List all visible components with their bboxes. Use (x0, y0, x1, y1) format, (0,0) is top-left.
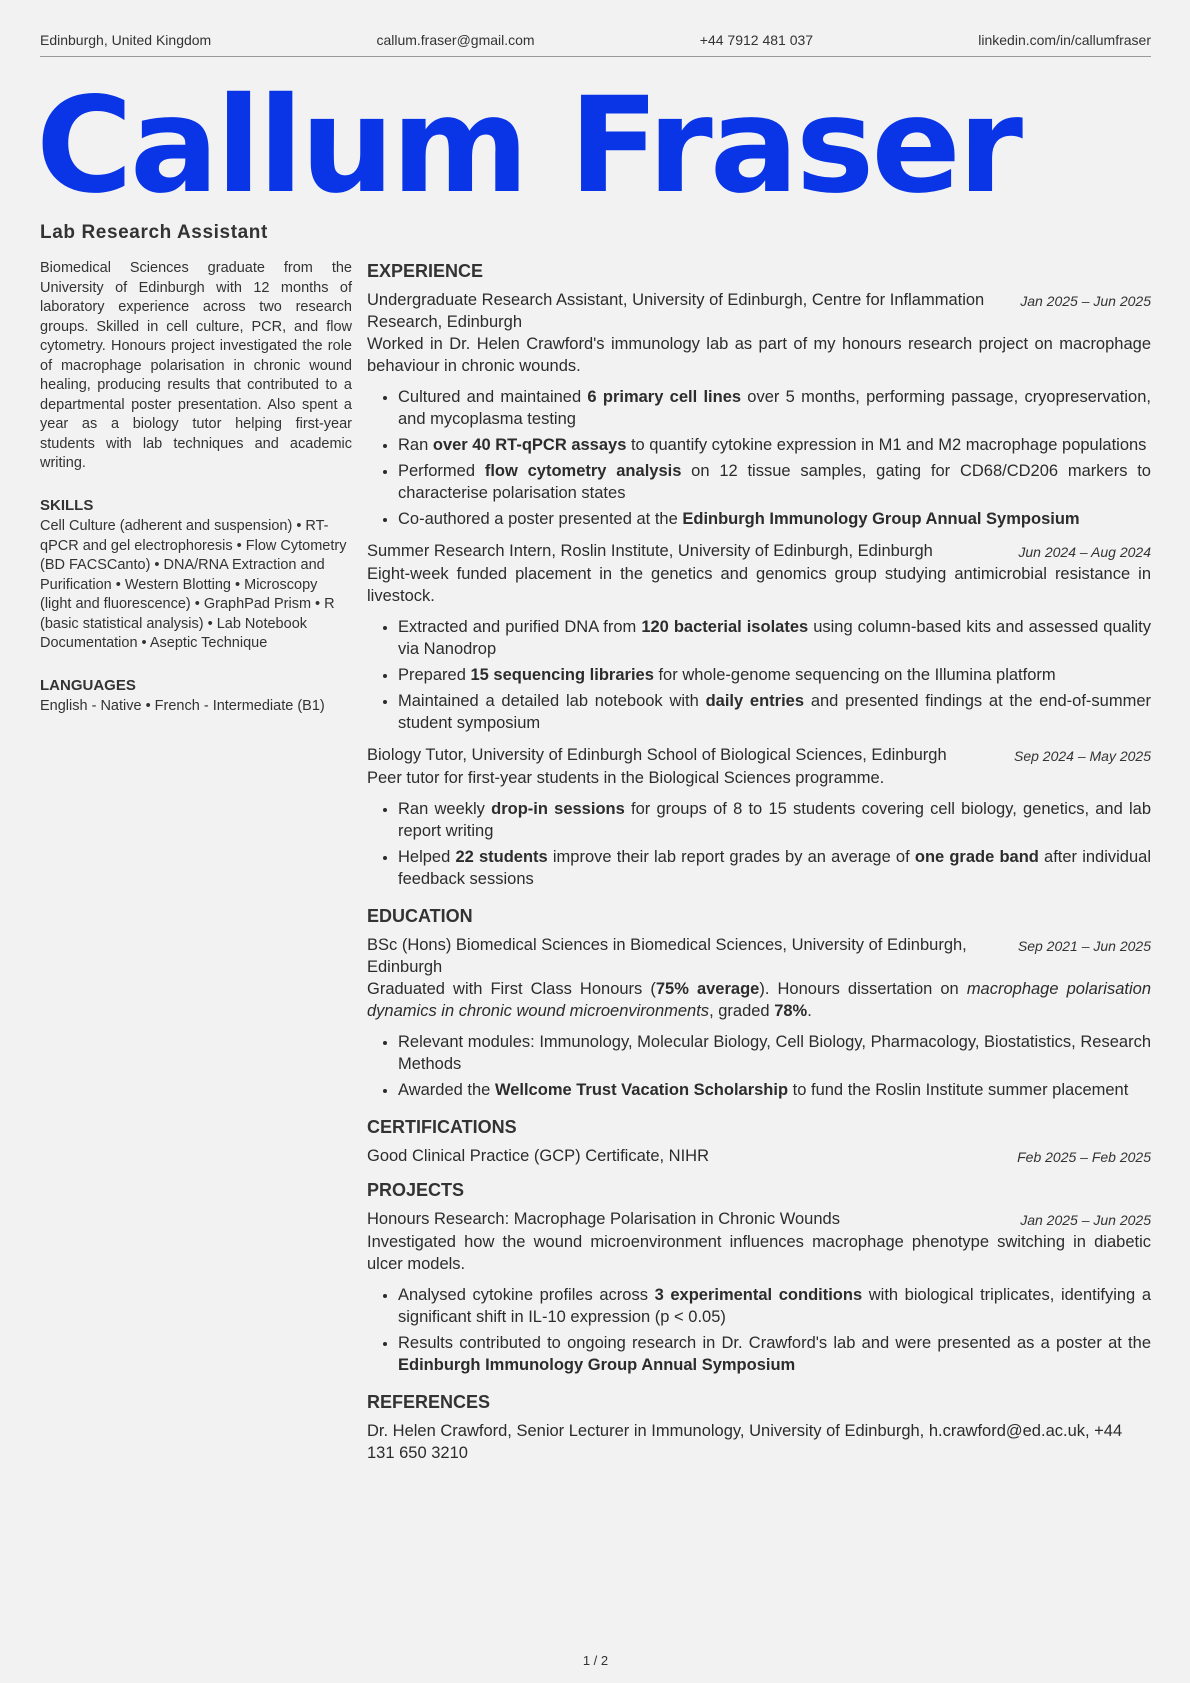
skills-text: Cell Culture (adherent and suspension) • RT-qPCR and gel electrophoresis • Flow Cytometry (BD FACSCanto) • DNA/RNA Extraction and Purification • Western Blotting • Microscopy (light and fluorescence) • GraphPad Prism • R (basic statistical analysis) • Lab Notebook Documentation • Aseptic Technique (40, 518, 347, 651)
text-segment: Maintained a detailed lab notebook with (398, 692, 706, 710)
languages-text: English - Native • French - Intermediate (B1) (40, 698, 325, 714)
contact-bar (40, 32, 1151, 48)
entry-title: Good Clinical Practice (GCP) Certificate, NIHR (367, 1147, 710, 1165)
education-section (367, 904, 1151, 1101)
entry-date: Sep 2021 – Jun 2025 (1017, 938, 1151, 954)
text-segment: Graduated with First Class Honours ( (367, 980, 656, 998)
entry-date: Jun 2024 – Aug 2024 (1018, 544, 1151, 560)
text-segment: Analysed cytokine profiles across (398, 1286, 655, 1304)
text-segment: over 5 months, performing passage, cryopreservation, and mycoplasma testing (398, 388, 1151, 428)
text-segment: Prepared (398, 666, 471, 684)
bullet-item (398, 460, 1151, 504)
text-segment: Helped (398, 848, 456, 866)
entry-title: Summer Research Intern, Roslin Institute, University of Edinburgh, Edinburgh (367, 542, 933, 560)
bold-text: 6 primary cell lines (587, 388, 742, 406)
bold-text: Edinburgh Immunology Group Annual Symposium (682, 510, 1080, 528)
text-segment: , graded (709, 1002, 775, 1020)
bold-text: 15 sequencing libraries (470, 666, 654, 684)
contact-email[interactable]: callum.fraser@gmail.com (376, 32, 535, 48)
text-segment: and presented findings at the end-of-summer student symposium (398, 692, 1152, 732)
bold-text: 120 bacterial isolates (641, 618, 809, 636)
text-segment: Co-authored a poster presented at the (398, 510, 683, 528)
languages-heading: LANGUAGES (40, 676, 136, 694)
resume-page (36, 0, 1152, 1683)
entry-title: Biology Tutor, University of Edinburgh School of Biological Sciences, Edinburgh (367, 746, 947, 764)
bold-text: Wellcome Trust Vacation Scholarship (494, 1081, 789, 1099)
bullet-item (398, 508, 1151, 530)
text-segment: Relevant modules: Immunology, Molecular Biology, Cell Biology, Pharmacology, Biostatistics, Research Methods (398, 1033, 1151, 1073)
bold-text: drop-in sessions (491, 800, 625, 818)
experience-entry (367, 744, 1151, 890)
entry-date: Feb 2025 – Feb 2025 (1017, 1149, 1151, 1165)
entry-description: Peer tutor for first-year students in the Biological Sciences programme. (367, 769, 885, 787)
bullet-item (398, 386, 1151, 430)
text-segment: Awarded the (398, 1081, 495, 1099)
text-segment: Ran (398, 436, 433, 454)
experience-heading: EXPERIENCE (367, 261, 484, 281)
bold-text: 78% (774, 1002, 808, 1020)
entry-description: Eight-week funded placement in the genetics and genomics group studying antimicrobial resistance in livestock. (367, 565, 1151, 605)
entry-bullets (367, 798, 1151, 890)
entry-date: Jan 2025 – Jun 2025 (1020, 1212, 1151, 1228)
certifications-heading: CERTIFICATIONS (367, 1117, 517, 1137)
right-column (367, 259, 1151, 1478)
text-segment: for groups of 8 to 15 students covering cell biology, genetics, and lab report writing (398, 800, 1151, 840)
candidate-name: Callum Fraser (36, 69, 1020, 223)
bullet-item (398, 434, 1151, 456)
left-column (40, 259, 352, 717)
entry-date: Sep 2024 – May 2025 (1014, 748, 1151, 764)
education-entry (367, 934, 1151, 1101)
bullet-item (398, 846, 1151, 890)
text-segment: Performed (398, 462, 485, 480)
entry-title: Undergraduate Research Assistant, University of Edinburgh, Centre for Inflammation Research, Edinburgh (367, 291, 985, 331)
text-segment: Cultured and maintained (398, 388, 588, 406)
entry-description: Investigated how the wound microenvironment influences macrophage phenotype switching in diabetic ulcer models. (367, 1233, 1151, 1273)
bold-text: flow cytometry analysis (484, 462, 682, 480)
bullet-item (398, 616, 1151, 660)
references-section (367, 1390, 1151, 1464)
text-segment: to fund the Roslin Institute summer placement (788, 1081, 1129, 1099)
certifications-section (367, 1115, 1151, 1168)
bold-text: daily entries (705, 692, 805, 710)
text-segment: Ran weekly (398, 800, 492, 818)
entry-title: BSc (Hons) Biomedical Sciences in Biomedical Sciences, University of Edinburgh, Edinburgh (367, 936, 967, 976)
contact-location: Edinburgh, United Kingdom (40, 32, 212, 48)
entry-description: Worked in Dr. Helen Crawford's immunology lab as part of my honours research project on macrophage behaviour in chronic wounds. (367, 335, 1151, 375)
bold-text: Edinburgh Immunology Group Annual Symposium (398, 1356, 796, 1374)
bold-text: 22 students (455, 848, 548, 866)
bullet-item (398, 1079, 1151, 1101)
entry-bullets (367, 1031, 1151, 1101)
bullet-item (398, 690, 1151, 734)
candidate-role: Lab Research Assistant (40, 222, 268, 243)
references-heading: REFERENCES (367, 1392, 491, 1412)
contact-linkedin[interactable]: linkedin.com/in/callumfraser (978, 32, 1151, 48)
text-segment: to quantify cytokine expression in M1 and M2 macrophage populations (626, 436, 1147, 454)
bold-text: one grade band (914, 848, 1039, 866)
header-divider (40, 56, 1151, 57)
bold-text: 3 experimental conditions (654, 1286, 863, 1304)
bullet-item (398, 798, 1151, 842)
bullet-item (398, 1332, 1151, 1376)
text-segment: after individual feedback sessions (398, 848, 1151, 888)
text-segment: Results contributed to ongoing research in Dr. Crawford's lab and were presented as a poster at the (398, 1334, 1151, 1352)
text-segment: for whole-genome sequencing on the Illumina platform (653, 666, 1056, 684)
experience-entry (367, 289, 1151, 530)
contact-phone[interactable]: +44 7912 481 037 (699, 32, 814, 48)
text-segment: with biological triplicates, identifying a significant shift in IL-10 expression (p < 0.05) (398, 1286, 1152, 1326)
entry-bullets (367, 1284, 1151, 1376)
text-segment: Extracted and purified DNA from (398, 618, 642, 636)
entry-bullets (367, 386, 1151, 530)
experience-section (367, 259, 1151, 890)
text-segment: on 12 tissue samples, gating for CD68/CD206 markers to characterise polarisation states (398, 462, 1151, 502)
text-segment: . (807, 1002, 812, 1020)
bullet-item (398, 1031, 1151, 1075)
entry-title: Honours Research: Macrophage Polarisation in Chronic Wounds (367, 1210, 840, 1228)
italic-text: macrophage polarisation dynamics in chronic wound microenvironments (367, 980, 1151, 1020)
bold-text: over 40 RT-qPCR assays (432, 436, 627, 454)
projects-section (367, 1178, 1151, 1376)
entry-date: Jan 2025 – Jun 2025 (1020, 293, 1151, 309)
entry-description (367, 978, 1151, 1022)
bullet-item (398, 664, 1151, 686)
skills-heading: SKILLS (40, 496, 94, 514)
certification-entry (367, 1145, 1151, 1168)
projects-heading: PROJECTS (367, 1180, 465, 1200)
bold-text: 75% average (655, 980, 760, 998)
experience-entry (367, 540, 1151, 734)
text-segment: using column-based kits and assessed quality via Nanodrop (398, 618, 1151, 658)
education-heading: EDUCATION (367, 906, 473, 926)
bullet-item (398, 1284, 1151, 1328)
page-number: 1 / 2 (582, 1653, 609, 1668)
profile-summary: Biomedical Sciences graduate from the University of Edinburgh with 12 months of laboratory experience across two research groups. Skilled in cell culture, PCR, and flow cytometry. Honours project investigated the role of macrophage polarisation in chronic wound healing, producing results that contributed to a departmental poster presentation. Also spent a year as a biology tutor helping first-year students with lab techniques and academic writing. (40, 260, 352, 471)
text-segment: improve their lab report grades by an average of (547, 848, 915, 866)
entry-bullets (367, 616, 1151, 734)
text-segment: ). Honours dissertation on (759, 980, 967, 998)
project-entry (367, 1208, 1151, 1376)
references-text: Dr. Helen Crawford, Senior Lecturer in Immunology, University of Edinburgh, h.crawford@ed.ac.uk, +44 131 650 3210 (367, 1422, 1123, 1462)
